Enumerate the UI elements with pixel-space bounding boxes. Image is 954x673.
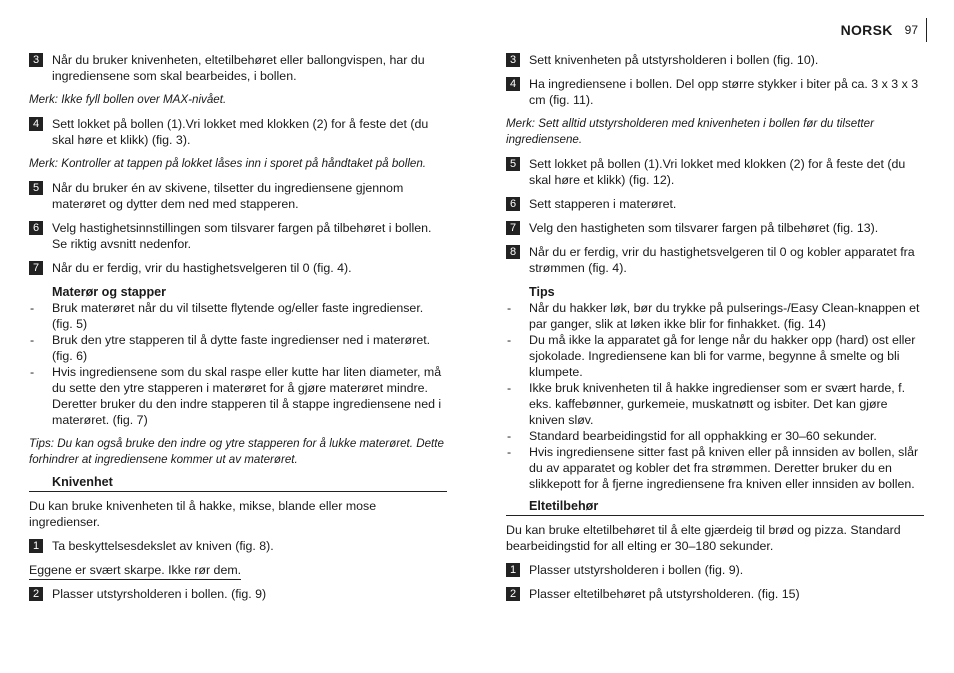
step-text: Ta beskyttelsesdekslet av kniven (fig. 8). [52,539,274,553]
note: Merk: Sett alltid utstyrsholderen med knivenheten i bollen før du tilsetter ingrediensene. [506,117,874,146]
step-number: 5 [506,157,520,171]
step-number: 4 [29,117,43,131]
dough-tool-heading: Eltetilbehør [506,498,924,516]
step-number: 5 [29,181,43,195]
list-item: - Ikke bruk knivenheten til å hakke ingredienser som er svært harde, f. eks. kaffebønner, gurkemeie, muskatnøtt og isbiter. Det kan gjøre kniven sløv. [506,380,924,428]
tips-heading: Tips [529,285,555,299]
knife-step-2 [29,586,447,602]
step-text: Sett knivenheten på utstyrsholderen i bollen (fig. 10). [529,53,819,67]
list-item: - Når du hakker løk, bør du trykke på pulserings-/Easy Clean-knappen et par ganger, slik at løken ikke blir for finhakket. (fig. 14) [506,300,924,332]
dough-step-2 [506,586,924,602]
right-column [506,52,924,602]
step-text: Når du er ferdig, vrir du hastighetsvelgeren til 0 og kobler apparatet fra strømmen (fig. 4). [529,245,915,275]
list-item: - Hvis ingrediensene som du skal raspe eller kutte har liten diameter, må du sette den ytre stapperen i materøret for å gjøre materøret mindre. Deretter bruker du den indre stapperen til å stappe ingrediensene ned i materøret. (fig. 7) [29,364,447,428]
step-number: 2 [29,587,43,601]
step-5 [29,180,447,212]
step-8 [506,244,924,276]
left-column [29,52,447,602]
list-item: - Du må ikke la apparatet gå for lenge når du hakker opp (hard) ost eller sjokolade. Ingrediensene kan bli for varme, begynne å smelte og bli klumpete. [506,332,924,380]
list-item: - Hvis ingrediensene sitter fast på kniven eller på innsiden av bollen, slår du av apparatet og kobler det fra strømmen. Deretter bruker du en slikkepott for å fjerne ingrediensene fra kniven eller innsiden av bollen. [506,444,924,492]
step-3 [29,52,447,84]
step-number: 6 [29,221,43,235]
note: Merk: Kontroller at tappen på lokket låses inn i sporet på håndtaket på bollen. [29,157,427,170]
step-number: 6 [506,197,520,211]
step-text: Ha ingrediensene i bollen. Del opp større stykker i biter på ca. 3 x 3 x 3 cm (fig. 11). [529,77,919,107]
step-3 [506,52,924,68]
knife-intro: Du kan bruke knivenheten til å hakke, mikse, blande eller mose ingredienser. [29,499,377,529]
step-number: 1 [29,539,43,553]
feed-tube-heading: Materør og stapper [52,285,167,299]
step-text: Når du bruker knivenheten, eltetilbehøret eller ballongvispen, har du ingrediensene som skal bearbeides, i bollen. [52,53,425,83]
step-text: Velg hastighetsinnstillingen som tilsvarer fargen på tilbehøret i bollen. Se riktig avsnitt nedenfor. [52,221,432,251]
list-item: - Standard bearbeidingstid for all opphakking er 30–60 sekunder. [506,428,924,444]
step-text: Sett lokket på bollen (1).Vri lokket med klokken (2) for å feste det (du skal høre et klikk) (fig. 12). [529,157,906,187]
step-7 [29,260,447,276]
knife-step-1 [29,538,447,554]
dough-intro: Du kan bruke eltetilbehøret til å elte gjærdeig til brød og pizza. Standard bearbeidingstid for all elting er 30–180 sekunder. [506,523,901,553]
step-text: Plasser utstyrsholderen i bollen (fig. 9). [529,563,744,577]
step-text: Plasser eltetilbehøret på utstyrsholderen. (fig. 15) [529,587,800,601]
page-header [841,18,927,42]
step-text: Sett stapperen i materøret. [529,197,677,211]
feed-tube-list [29,300,447,428]
step-7 [506,220,924,236]
step-number: 7 [29,261,43,275]
step-6 [506,196,924,212]
step-text: Plasser utstyrsholderen i bollen. (fig. 9) [52,587,267,601]
step-4 [29,116,447,148]
step-number: 4 [506,77,520,91]
page-number: 97 [904,23,918,37]
list-item: - Bruk materøret når du vil tilsette flytende og/eller faste ingredienser. (fig. 5) [29,300,447,332]
dough-step-1 [506,562,924,578]
step-6 [29,220,447,252]
warning-text: Eggene er svært skarpe. Ikke rør dem. [29,562,241,580]
step-4 [506,76,924,108]
step-number: 7 [506,221,520,235]
step-number: 3 [506,53,520,67]
step-text: Sett lokket på bollen (1).Vri lokket med klokken (2) for å feste det (du skal høre et klikk) (fig. 3). [52,117,429,147]
note: Merk: Ikke fyll bollen over MAX-nivået. [29,93,227,106]
step-number: 2 [506,587,520,601]
step-text: Velg den hastigheten som tilsvarer fargen på tilbehøret (fig. 13). [529,221,879,235]
knife-unit-heading: Knivenhet [29,474,447,492]
step-number: 3 [29,53,43,67]
language-label: NORSK [840,22,893,38]
step-text: Når du er ferdig, vrir du hastighetsvelgeren til 0 (fig. 4). [52,261,352,275]
step-number: 8 [506,245,520,259]
step-5 [506,156,924,188]
tips-list [506,300,924,492]
step-text: Når du bruker én av skivene, tilsetter du ingrediensene gjennom materøret og dytter dem ned med stapperen. [52,181,404,211]
tips-note: Tips: Du kan også bruke den indre og ytre stapperen for å lukke materøret. Dette forhindrer at ingrediensene kommer ut av materøret. [29,437,444,466]
step-number: 1 [506,563,520,577]
list-item: - Bruk den ytre stapperen til å dytte faste ingredienser ned i materøret. (fig. 6) [29,332,447,364]
header-divider [926,18,927,42]
